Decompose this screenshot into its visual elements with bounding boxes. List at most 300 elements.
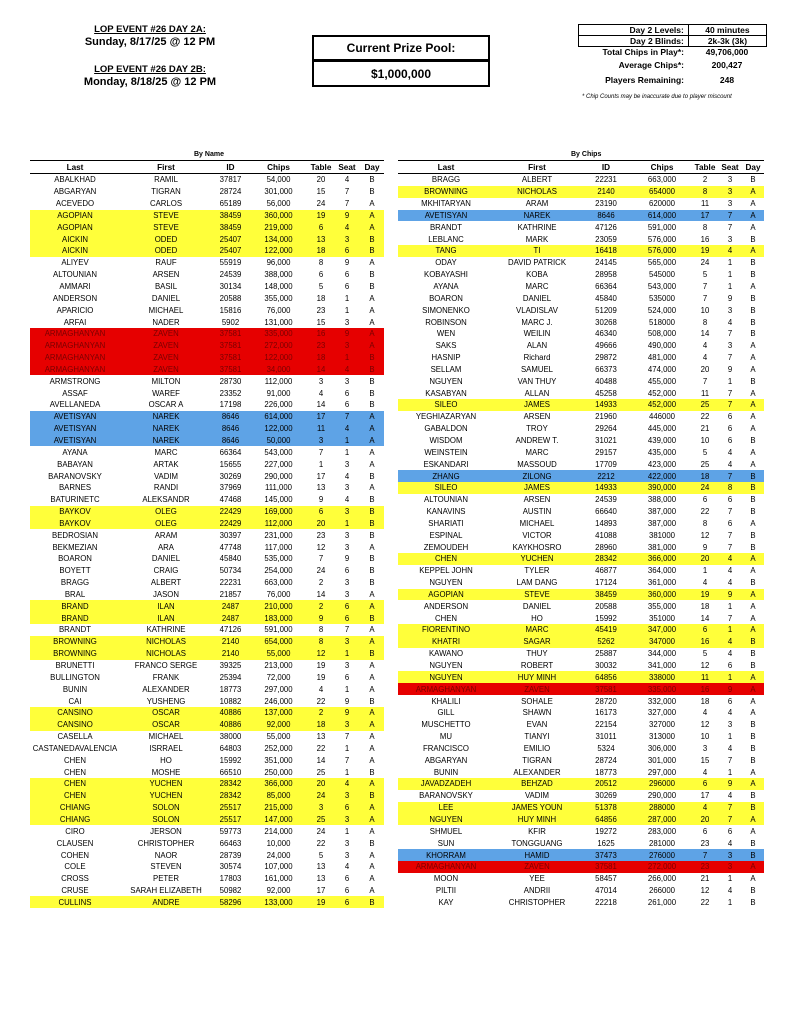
- table-row: [398, 565, 764, 577]
- cell-id: 30032: [595, 661, 617, 671]
- cell-seat: 1: [727, 270, 733, 280]
- cell-seat: 1: [344, 743, 350, 753]
- cell-id: 22154: [595, 720, 617, 730]
- cell-seat: 1: [334, 352, 360, 364]
- cell-day: B: [750, 175, 756, 185]
- cell-seat: 6: [344, 672, 350, 682]
- cell-day: B: [360, 506, 384, 518]
- cell-first: ODED: [120, 245, 212, 257]
- prize-pool-label: Current Prize Pool:: [312, 35, 490, 61]
- cell-table: 8: [702, 222, 708, 232]
- table-row: [398, 743, 764, 755]
- cell-chips: 133,000: [249, 896, 308, 908]
- players-by-chips-body: [398, 174, 764, 909]
- cell-id: 21857: [219, 589, 242, 599]
- cell-day: A: [750, 353, 756, 363]
- cell-id: 8646: [580, 210, 632, 222]
- cell-chips: 272,000: [632, 861, 692, 873]
- cell-first: RAUF: [155, 258, 177, 268]
- cell-seat: 3: [344, 542, 350, 552]
- table-row: [30, 423, 384, 435]
- table-row: [398, 470, 764, 482]
- cell-last: ESKANDARI: [423, 459, 469, 469]
- cell-table: 3: [308, 802, 334, 814]
- cell-id: 39325: [219, 661, 242, 671]
- table-row: [30, 731, 384, 743]
- cell-last: BOYETT: [59, 566, 91, 576]
- cell-last: SELLAM: [430, 364, 462, 374]
- col-last: Last: [30, 161, 120, 174]
- cell-seat: 3: [344, 661, 350, 671]
- cell-table: 6: [692, 778, 718, 790]
- cell-table: 25: [692, 399, 718, 411]
- table-header-row: [30, 161, 384, 174]
- cell-seat: 1: [727, 282, 733, 292]
- cell-seat: 6: [727, 826, 733, 836]
- cell-day: A: [750, 424, 756, 434]
- cell-first: ARSEN: [523, 412, 551, 422]
- cell-day: B: [369, 471, 375, 481]
- cell-seat: 6: [727, 412, 733, 422]
- cell-chips: 351000: [648, 613, 676, 623]
- cell-last: CHEN: [63, 755, 87, 765]
- table-row: [30, 837, 384, 849]
- cell-first: MARC: [525, 447, 549, 457]
- cell-seat: 4: [727, 578, 733, 588]
- cell-table: 21: [700, 424, 710, 434]
- table-row: [398, 186, 764, 198]
- cell-table: 12: [700, 661, 710, 671]
- cell-chips: 654000: [632, 186, 692, 198]
- cell-last: KHORRAM: [398, 849, 494, 861]
- cell-table: 5: [702, 447, 708, 457]
- cell-chips: 355,000: [264, 293, 293, 303]
- cell-day: A: [360, 328, 384, 340]
- cell-id: 16418: [580, 245, 632, 257]
- cell-id: 40488: [595, 376, 617, 386]
- cell-id: 25517: [212, 802, 249, 814]
- cell-seat: 3: [334, 233, 360, 245]
- cell-chips: 535000: [648, 293, 676, 303]
- cell-table: 8: [702, 317, 708, 327]
- cell-day: A: [750, 364, 756, 374]
- cell-chips: 543,000: [264, 447, 293, 457]
- cell-id: 47126: [595, 222, 617, 232]
- cell-last: SILEO: [398, 399, 494, 411]
- cell-chips: 366,000: [632, 553, 692, 565]
- cell-table: 16: [700, 234, 710, 244]
- cell-id: 66373: [595, 364, 617, 374]
- table-row: [30, 529, 384, 541]
- cell-id: 65189: [219, 199, 242, 209]
- cell-last: NGUYEN: [429, 376, 463, 386]
- cell-seat: 3: [344, 459, 350, 469]
- cell-first: JAMES YOUN: [494, 802, 580, 814]
- cell-chips: 122,000: [249, 245, 308, 257]
- table-row: [30, 364, 384, 376]
- cell-chips: 10,000: [266, 838, 291, 848]
- cell-seat: 4: [334, 221, 360, 233]
- cell-last: KHALILI: [431, 696, 461, 706]
- cell-day: A: [369, 483, 375, 493]
- cell-last: LEE: [398, 802, 494, 814]
- table-row: [398, 364, 764, 376]
- cell-seat: 7: [344, 625, 350, 635]
- cell-id: 31021: [595, 435, 617, 445]
- cell-id: 5902: [221, 317, 240, 327]
- cell-first: PETER: [153, 874, 179, 884]
- cell-first: ILAN: [120, 612, 212, 624]
- cell-day: A: [369, 293, 375, 303]
- cell-first: STEVE: [120, 221, 212, 233]
- cell-table: 15: [700, 755, 710, 765]
- cell-first: MARK: [525, 234, 549, 244]
- cell-id: 2487: [212, 612, 249, 624]
- cell-id: 24145: [595, 258, 617, 268]
- cell-seat: 3: [334, 636, 360, 648]
- table-row: [30, 411, 384, 423]
- table-row: [30, 387, 384, 399]
- cell-table: 17: [316, 886, 326, 896]
- cell-first: DAVID PATRICK: [507, 258, 567, 268]
- cell-table: 4: [702, 767, 708, 777]
- cell-seat: 7: [718, 814, 742, 826]
- cell-seat: 3: [334, 506, 360, 518]
- cell-seat: 9: [334, 328, 360, 340]
- cell-day: B: [360, 648, 384, 660]
- cell-table: 12: [700, 530, 710, 540]
- cell-table: 21: [700, 874, 710, 884]
- table-row: [30, 375, 384, 387]
- table-row: [398, 553, 764, 565]
- cell-chips: 213,000: [264, 661, 293, 671]
- cell-table: 18: [700, 696, 710, 706]
- cell-first: ALBERT: [150, 578, 182, 588]
- cell-chips: 55,000: [266, 732, 291, 742]
- cell-day: A: [369, 317, 375, 327]
- table-row: [398, 269, 764, 281]
- table-row: [398, 245, 764, 257]
- cell-chips: 246,000: [264, 696, 293, 706]
- cell-last: AVETISYAN: [398, 210, 494, 222]
- table-row: [30, 754, 384, 766]
- table-row: [30, 494, 384, 506]
- cell-id: 28342: [580, 553, 632, 565]
- cell-day: B: [750, 755, 756, 765]
- cell-chips: 92,000: [249, 719, 308, 731]
- cell-first: ZAVEN: [494, 683, 580, 695]
- cell-table: 24: [692, 482, 718, 494]
- cell-seat: 9: [718, 589, 742, 601]
- cell-table: 1: [702, 566, 708, 576]
- table-row: [30, 304, 384, 316]
- cell-last: KHATRI: [398, 636, 494, 648]
- cell-id: 38459: [580, 589, 632, 601]
- cell-id: 18773: [595, 767, 617, 777]
- cell-seat: 7: [727, 329, 733, 339]
- table-row: [398, 719, 764, 731]
- cell-day: A: [750, 282, 756, 292]
- cell-first: ZAVEN: [120, 352, 212, 364]
- event-date-a: Sunday, 8/17/25 @ 12 PM: [84, 36, 216, 48]
- cell-day: A: [750, 874, 756, 884]
- cell-chips: 34,000: [249, 364, 308, 376]
- cell-chips: 297,000: [264, 684, 293, 694]
- stat-chips: [578, 47, 766, 58]
- cell-day: A: [742, 589, 764, 601]
- cell-id: 22231: [219, 578, 242, 588]
- cell-first: HO: [160, 755, 172, 765]
- table-row: [398, 482, 764, 494]
- cell-id: 2140: [212, 648, 249, 660]
- cell-id: 51209: [595, 305, 617, 315]
- table-row: [30, 506, 384, 518]
- cell-chips: 654,000: [249, 636, 308, 648]
- cell-seat: 4: [727, 566, 733, 576]
- cell-seat: 8: [718, 482, 742, 494]
- cell-id: 23190: [595, 199, 617, 209]
- cell-seat: 3: [727, 720, 733, 730]
- cell-table: 23: [308, 340, 334, 352]
- cell-day: B: [369, 376, 375, 386]
- cell-chips: 148,000: [264, 282, 293, 292]
- cell-last: KANAVINS: [426, 507, 466, 517]
- cell-seat: 9: [718, 683, 742, 695]
- cell-chips: 423,000: [647, 459, 677, 469]
- cell-last: ALTOUNIAN: [424, 495, 468, 505]
- table-row: [30, 814, 384, 826]
- cell-first: NAREK: [494, 210, 580, 222]
- cell-first: DANIEL: [151, 293, 181, 303]
- cell-day: B: [369, 554, 375, 564]
- cell-table: 8: [702, 518, 708, 528]
- cell-seat: 3: [334, 790, 360, 802]
- cell-id: 58457: [595, 874, 617, 884]
- cell-last: FRANCISCO: [423, 743, 469, 753]
- cell-day: A: [750, 518, 756, 528]
- cell-id: 22429: [212, 517, 249, 529]
- table-row: [398, 281, 764, 293]
- cell-first: ARAM: [154, 530, 178, 540]
- cell-last: CRUSE: [61, 886, 89, 896]
- table-row: [398, 316, 764, 328]
- cell-seat: 6: [334, 245, 360, 257]
- cell-last: CHEN: [63, 767, 87, 777]
- cell-first: OSCAR: [120, 707, 212, 719]
- table-row: [30, 612, 384, 624]
- cell-first: NICHOLAS: [120, 648, 212, 660]
- cell-last: ANDERSON: [423, 601, 469, 611]
- cell-day: B: [750, 270, 756, 280]
- cell-last: ARMSTRONG: [49, 376, 101, 386]
- table-row: [398, 198, 764, 210]
- cell-chips: 227,000: [264, 459, 293, 469]
- cell-chips: 252,000: [264, 743, 293, 753]
- cell-last: FIORENTINO: [398, 624, 494, 636]
- cell-day: A: [742, 778, 764, 790]
- cell-last: BOARON: [58, 554, 92, 564]
- cell-last: BAYKOV: [30, 506, 120, 518]
- cell-table: 7: [702, 282, 708, 292]
- cell-chips: 107,000: [264, 862, 293, 872]
- cell-id: 14893: [595, 518, 617, 528]
- cell-day: A: [360, 221, 384, 233]
- cell-id: 64803: [219, 743, 242, 753]
- cell-first: YUSHENG: [146, 696, 186, 706]
- col-chips: Chips: [632, 161, 692, 174]
- cell-last: AGOPIAN: [30, 221, 120, 233]
- col-seat: Seat: [334, 161, 360, 174]
- cell-id: 28724: [595, 755, 617, 765]
- cell-seat: 9: [727, 364, 733, 374]
- cell-last: BARNES: [58, 483, 92, 493]
- cell-seat: 4: [334, 364, 360, 376]
- cell-table: 13: [316, 874, 326, 884]
- cell-day: A: [750, 459, 756, 469]
- cell-id: 5324: [597, 743, 615, 753]
- cell-day: B: [750, 305, 756, 315]
- col-id: ID: [580, 161, 632, 174]
- cell-seat: 3: [718, 186, 742, 198]
- col-chips: Chips: [249, 161, 308, 174]
- cell-table: 6: [318, 270, 324, 280]
- cell-last: CHIANG: [30, 802, 120, 814]
- cell-first: VICTOR: [522, 530, 552, 540]
- cell-seat: 9: [334, 210, 360, 222]
- table-row: [398, 873, 764, 885]
- cell-day: A: [742, 210, 764, 222]
- cell-chips: 591,000: [647, 222, 677, 232]
- cell-id: 8646: [212, 411, 249, 423]
- cell-id: 28960: [595, 542, 617, 552]
- cell-chips: 287,000: [632, 814, 692, 826]
- cell-last: ARFAI: [63, 317, 87, 327]
- cell-last: WEN: [436, 329, 456, 339]
- table-row: [398, 446, 764, 458]
- table-row: [398, 541, 764, 553]
- cell-table: 10: [700, 305, 710, 315]
- cell-chips: 347,000: [632, 624, 692, 636]
- event-date-b: Monday, 8/18/25 @ 12 PM: [83, 76, 217, 88]
- cell-id: 25887: [595, 649, 617, 659]
- stat-players-value: 248: [719, 75, 735, 85]
- cell-chips: 147,000: [249, 814, 308, 826]
- cell-first: WEILIN: [523, 329, 551, 339]
- cell-chips: 332,000: [647, 696, 677, 706]
- cell-chips: 360,000: [632, 589, 692, 601]
- cell-chips: 381,000: [647, 542, 677, 552]
- cell-chips: 452,000: [647, 388, 677, 398]
- cell-table: 17: [692, 210, 718, 222]
- table-row: [30, 660, 384, 672]
- cell-last: BROWNING: [30, 648, 120, 660]
- cell-day: B: [742, 849, 764, 861]
- cell-last: GILL: [437, 708, 455, 718]
- cell-id: 46340: [595, 329, 617, 339]
- cell-id: 14933: [580, 399, 632, 411]
- table-row: [30, 221, 384, 233]
- stats-panel: [578, 24, 766, 86]
- cell-table: 22: [316, 696, 326, 706]
- table-row: [30, 719, 384, 731]
- table-row: [30, 446, 384, 458]
- table-row: [398, 411, 764, 423]
- cell-id: 37581: [212, 328, 249, 340]
- cell-table: 22: [700, 412, 710, 422]
- cell-table: 11: [692, 671, 718, 683]
- cell-day: A: [360, 340, 384, 352]
- cell-id: 37473: [580, 849, 632, 861]
- table-row: [398, 766, 764, 778]
- cell-day: A: [369, 199, 375, 209]
- cell-day: A: [360, 778, 384, 790]
- cell-id: 28342: [212, 790, 249, 802]
- cell-seat: 1: [727, 601, 733, 611]
- cell-last: ALIYEV: [61, 258, 89, 268]
- cell-last: NGUYEN: [398, 814, 494, 826]
- cell-day: B: [750, 293, 756, 303]
- cell-last: NGUYEN: [429, 578, 463, 588]
- cell-id: 20588: [219, 293, 242, 303]
- cell-day: A: [750, 696, 756, 706]
- cell-first: TIANYI: [524, 732, 550, 742]
- cell-table: 6: [308, 221, 334, 233]
- cell-chips: 306,000: [647, 743, 677, 753]
- cell-first: YUCHEN: [120, 790, 212, 802]
- cell-seat: 1: [727, 732, 733, 742]
- cell-first: OSCAR A: [148, 400, 184, 410]
- cell-table: 20: [308, 778, 334, 790]
- cell-id: 22218: [595, 897, 617, 907]
- cell-chips: 620000: [648, 199, 676, 209]
- cell-seat: 3: [727, 305, 733, 315]
- cell-seat: 3: [334, 340, 360, 352]
- cell-last: ZHANG: [398, 470, 494, 482]
- table-row: [398, 896, 764, 908]
- cell-table: 25: [308, 814, 334, 826]
- cell-chips: 518000: [648, 317, 676, 327]
- cell-chips: 576,000: [647, 234, 677, 244]
- cell-day: B: [750, 661, 756, 671]
- cell-day: A: [750, 341, 756, 351]
- cell-first: NAREK: [120, 435, 212, 447]
- table-row: [30, 174, 384, 186]
- cell-seat: 3: [344, 317, 350, 327]
- cell-first: JASON: [153, 589, 179, 599]
- cell-day: A: [750, 388, 756, 398]
- cell-day: A: [369, 542, 375, 552]
- cell-day: A: [742, 553, 764, 565]
- stat-chips-label: Total Chips in Play*:: [602, 47, 684, 57]
- cell-table: 22: [700, 897, 710, 907]
- cell-first: DANIEL: [151, 554, 181, 564]
- cell-last: SHMUEL: [429, 826, 463, 836]
- cell-id: 25407: [212, 245, 249, 257]
- cell-seat: 1: [344, 767, 350, 777]
- table-row: [30, 885, 384, 897]
- cell-last: ARMAGHANYAN: [398, 861, 494, 873]
- cell-first: BASIL: [154, 282, 178, 292]
- table-row: [30, 849, 384, 861]
- cell-table: 6: [702, 826, 708, 836]
- cell-first: SOLON: [120, 814, 212, 826]
- table-row: [30, 778, 384, 790]
- cell-seat: 4: [727, 459, 733, 469]
- cell-table: 5: [318, 282, 324, 292]
- cell-table: 2: [702, 175, 708, 185]
- cell-first: ZAVEN: [120, 340, 212, 352]
- cell-first: ARA: [157, 542, 175, 552]
